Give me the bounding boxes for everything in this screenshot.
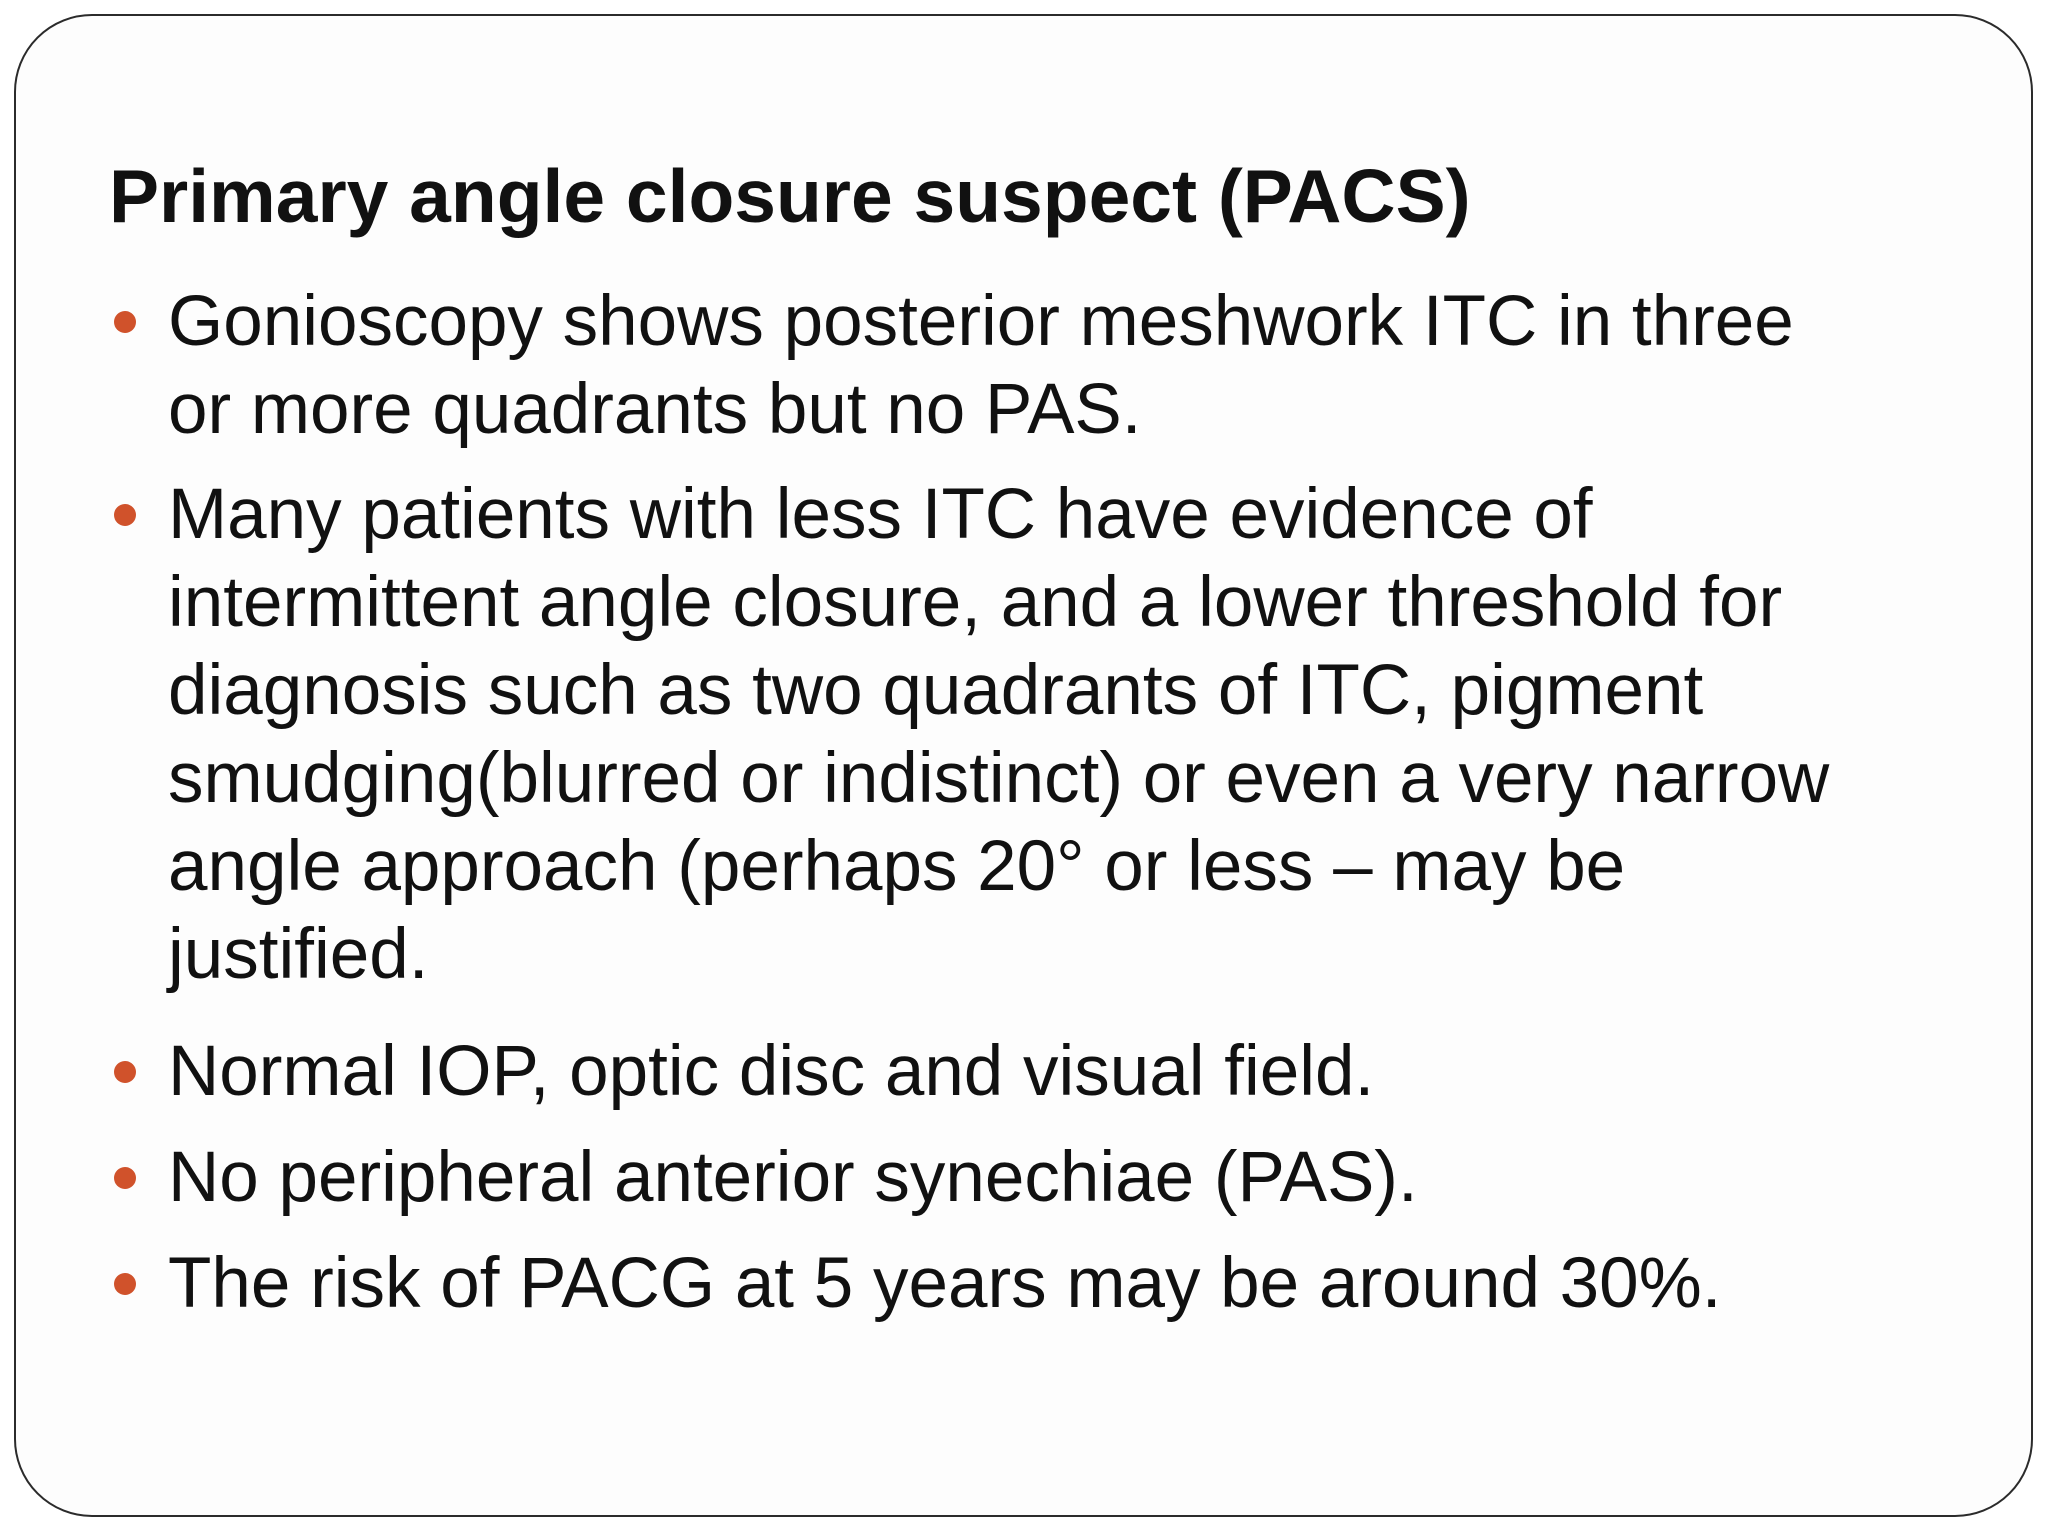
bullet-text: Normal IOP, optic disc and visual field.: [168, 1032, 1375, 1111]
bullet-dot-icon: [114, 311, 136, 333]
bullet-dot-icon: [114, 504, 136, 526]
bullet-list: [16, 16, 2031, 1515]
bullet-dot-icon: [114, 1061, 136, 1083]
bullet-dot-icon: [114, 1273, 136, 1295]
slide-frame: [14, 14, 2033, 1517]
bullet-text: No peripheral anterior synechiae (PAS).: [168, 1138, 1418, 1217]
bullet-text: The risk of PACG at 5 years may be around 30%.: [168, 1244, 1722, 1323]
slide-title: Primary angle closure suspect (PACS): [109, 154, 1471, 238]
bullet-text: Gonioscopy shows posterior meshwork ITC in three or more quadrants but no PAS.: [168, 282, 1794, 449]
bullet-dot-icon: [114, 1167, 136, 1189]
bullet-text: Many patients with less ITC have evidence of intermittent angle closure, and a lower threshold for diagnosis such as two quadrants of ITC, pigment smudging(blurred or indistinct) or even a very narrow angle approach (perhaps 20° or less – may be justified.: [168, 475, 1830, 994]
